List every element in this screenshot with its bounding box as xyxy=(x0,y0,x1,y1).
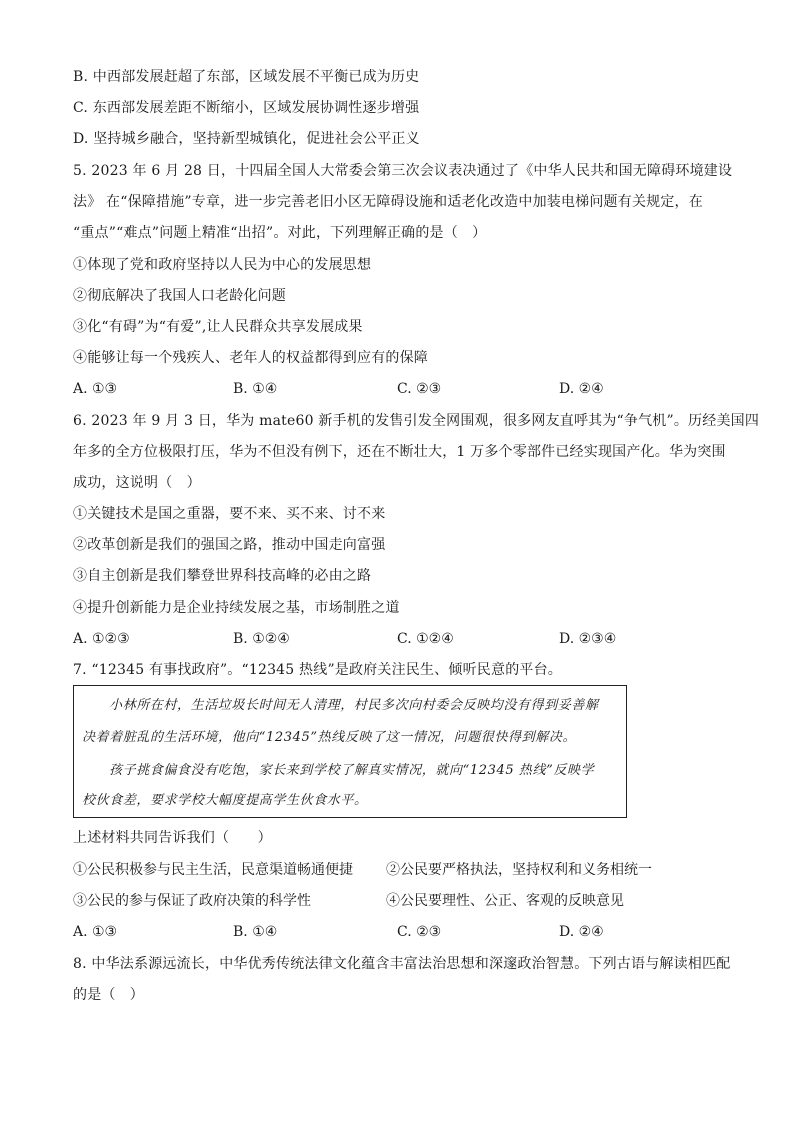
q6-choice-a: A. ①②③ xyxy=(73,631,130,647)
q7-choice-c: C. ②③ xyxy=(397,924,442,940)
q6-item-2: ②改革创新是我们的强国之路，推动中国走向富强 xyxy=(73,537,386,553)
q6-item-3: ③自主创新是我们攀登世界科技高峰的必由之路 xyxy=(73,568,372,584)
q7-material-line-2: 决着着脏乱的生活环境，他向“12345”热线反映了这一情况，问题很快得到解决。 xyxy=(82,730,577,745)
q6-choice-b: B. ①②④ xyxy=(233,631,290,647)
q5-choice-c: C. ②③ xyxy=(397,381,442,397)
q5-stem-line-1: 5. 2023 年 6 月 28 日，十四届全国人大常委会第三次会议表决通过了《中华人民共和国无障碍环境建设 xyxy=(73,163,733,179)
q5-stem-line-2: 法》 在“保障措施”专章，进一步完善老旧小区无障碍设施和适老化改造中加装电梯问题有关规定，在 xyxy=(73,194,703,210)
q8-stem-line-1: 8. 中华法系源远流长，中华优秀传统法律文化蕴含丰富法治思想和深邃政治智慧。下列古语与解读相匹配 xyxy=(73,956,731,972)
q6-stem-line-2: 年多的全方位极限打压，华为不但没有例下，还在不断壮大，1 万多个零部件已经实现国产化。华为突围 xyxy=(73,444,726,460)
q5-item-3: ③化“有碍”为“有爱”,让人民群众共享发展成果 xyxy=(73,319,363,335)
q5-stem-line-3: “重点”“难点”问题上精准“出招”。对此，下列理解正确的是（ ） xyxy=(73,225,487,241)
q6-stem-line-3: 成功，这说明（ ） xyxy=(73,475,201,491)
q5-item-4: ④能够让每一个残疾人、老年人的权益都得到应有的保障 xyxy=(73,350,428,366)
q6-stem-line-1: 6. 2023 年 9 月 3 日，华为 mate60 新手机的发售引发全网围观，很多网友直呼其为“争气机”。历经美国四 xyxy=(73,413,760,429)
q5-choice-b: B. ①④ xyxy=(233,381,278,397)
q4-option-b: B. 中西部发展赶超了东部，区域发展不平衡已成为历史 xyxy=(73,69,420,85)
q5-item-1: ①体现了党和政府坚持以人民为中心的发展思想 xyxy=(73,257,372,273)
q7-choice-a: A. ①③ xyxy=(73,924,118,940)
q6-item-1: ①关键技术是国之重器，要不来、买不来、讨不来 xyxy=(73,506,386,522)
q7-material-line-4: 校伙食差，要求学校大幅度提高学生伙食水平。 xyxy=(82,793,368,808)
q7-choice-b: B. ①④ xyxy=(233,924,278,940)
q5-choice-d: D. ②④ xyxy=(559,381,604,397)
q7-choice-d: D. ②④ xyxy=(559,924,604,940)
q5-item-2: ②彻底解决了我国人口老龄化问题 xyxy=(73,288,286,304)
q7-material-line-1: 小林所在村，生活垃圾长时间无人清理，村民多次向村委会反映均没有得到妥善解 xyxy=(109,698,599,713)
q7-question: 上述材料共同告诉我们（ ） xyxy=(73,830,272,846)
q4-option-d: D. 坚持城乡融合，坚持新型城镇化，促进社会公平正义 xyxy=(73,131,420,147)
q7-item-4: ④公民要理性、公正、客观的反映意见 xyxy=(386,893,624,909)
q6-choice-d: D. ②③④ xyxy=(559,631,617,647)
q7-item-2: ②公民要严格执法，坚持权利和义务相统一 xyxy=(386,862,652,878)
q5-choice-a: A. ①③ xyxy=(73,381,118,397)
q7-item-1: ①公民积极参与民主生活，民意渠道畅通便捷 xyxy=(73,862,353,878)
q7-item-3: ③公民的参与保证了政府决策的科学性 xyxy=(73,893,311,909)
q8-stem-line-2: 的是（ ） xyxy=(73,987,144,1003)
q7-stem: 7. “12345 有事找政府”。“12345 热线”是政府关注民生、倾听民意的平台。 xyxy=(73,662,563,678)
q7-material-line-3: 孩子挑食偏食没有吃饱，家长来到学校了解真实情况，就向“12345 热线”反映学 xyxy=(109,763,595,778)
q6-choice-c: C. ①②④ xyxy=(397,631,454,647)
q6-item-4: ④提升创新能力是企业持续发展之基，市场制胜之道 xyxy=(73,600,400,616)
q4-option-c: C. 东西部发展差距不断缩小，区域发展协调性逐步增强 xyxy=(73,100,420,116)
